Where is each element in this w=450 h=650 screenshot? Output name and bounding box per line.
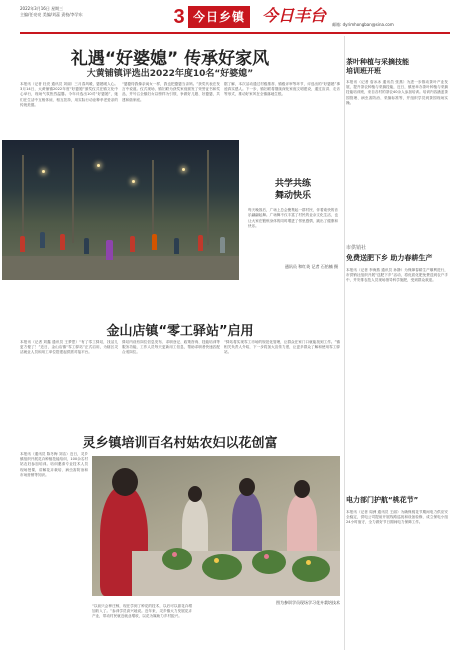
issue-date: 2022年3月16日 星期三	[20, 6, 64, 11]
flower	[306, 560, 311, 565]
potted-plant	[252, 550, 286, 574]
potted-plant	[292, 556, 330, 582]
photo-credit: 通讯员 和红英 记者 石怡楠 摄	[284, 264, 338, 269]
dancer	[40, 232, 45, 248]
page-header	[0, 0, 450, 34]
right-article1-body: 本报讯（记者 詹冰冰 通讯员 张燕）为进一步推动茶叶产业发展，提升茶农种植与采摘技能，近日，镇里举办茶叶种植与采摘技能培训班，来自各村的茶农40余人参加培训。培训内容涵盖茶园管理、病虫害防治、采摘标准等，并组织学员到茶园现场实操。	[346, 80, 448, 105]
potted-plant	[162, 548, 192, 570]
right-article1-title-line1: 茶叶种植与采摘技能	[346, 58, 409, 66]
flower	[264, 554, 269, 559]
street-light	[42, 170, 45, 173]
right-article1-title-line2: 培训班开班	[346, 67, 381, 75]
page-number: 3	[173, 6, 185, 28]
article2-body-col2: 驿站内设有岗位信息发布、求职登记、政策咨询、技能培训等服务功能，工作人员每天更新用工信息，帮助求职者快速匹配合适岗位。	[122, 340, 220, 355]
editor-credits: 主编/任亮亮 美编/刘蕊 责校/李学东	[20, 12, 83, 17]
square-dance-photo	[2, 140, 239, 280]
tree-trunk	[207, 150, 209, 245]
potted-plant	[202, 554, 242, 580]
article2-body-col3: “驿站将实现零工市场的规范化管理，让群众在家门口就能找到工作。”镇相关负责人介绍，下一步将加大宣传力度，让更多群众了解和使用零工驿站。	[224, 340, 340, 355]
flower-training-photo	[92, 456, 340, 596]
trainee-head	[188, 486, 202, 502]
tree-trunk	[152, 160, 154, 245]
dancer	[60, 234, 65, 250]
street-light	[182, 168, 185, 171]
article3-photo-caption: 图为参训学员现场学习花卉栽培技术	[276, 600, 340, 605]
right-article2-tag: 市供销社	[346, 245, 367, 251]
issue-info	[20, 6, 170, 18]
dancer	[106, 240, 113, 260]
dancer	[198, 235, 203, 251]
dancer	[174, 238, 179, 254]
dancer	[152, 234, 157, 250]
photo-caption-title	[248, 178, 338, 202]
photo-caption-text: 每天晚饭后，广场上总会聚集起一群村民，伴着欢快的音乐翩翩起舞。广场舞不仅丰富了村民的业余文化生活，也让大家在锻炼身体的同时增进了邻里感情，跳出了健康和快乐。	[248, 208, 338, 229]
tree-trunk	[72, 148, 74, 243]
flower	[214, 558, 219, 563]
street-light	[97, 164, 100, 167]
article1-body-col2: “婆婆待我像亲闺女一样，我也把婆婆当亲妈。”获奖代表在发言中说道。仪式现场，镇妇联为获奖家庭颁发了荣誉证书和奖品，并号召全镇妇女以榜样为引领，争做好儿媳、好婆婆，共建和谐家庭。	[122, 82, 220, 102]
dancer	[130, 236, 135, 252]
right-article3-title: 电力部门护航“桃花节”	[346, 496, 419, 504]
street-light	[132, 180, 135, 183]
trainee-head	[294, 480, 310, 498]
right-article2-body: 本报讯（记者 李海燕 通讯员 孙静）为保障春耕生产顺利进行，市供销社组织开展“送肥下乡”活动，将优质化肥免费送到农户手中，并安排农技人员现场指导科学施肥，受到群众欢迎。	[346, 268, 448, 283]
trainee-figure	[232, 492, 262, 556]
right-article2-title: 免费送肥下乡 助力春耕生产	[346, 254, 433, 262]
trainee-head	[239, 478, 255, 496]
dancer	[20, 236, 25, 252]
article2-title: 金山店镇“零工驿站”启用	[106, 324, 254, 339]
article2-body-col1: 本报讯（记者 刘鑫 通讯员 王梦思）“有了零工驿站，找活儿更方便了！”近日，金山店镇“零工驿站”正式启用，为辖区灵活就业人员和用工单位搭建起供需对接平台。	[20, 340, 118, 355]
trainee-head	[112, 468, 138, 496]
caption-title-line2: 舞动快乐	[274, 191, 311, 201]
header-rule	[20, 32, 450, 34]
contact-email: 邮箱: dyrimhongban@sina.com	[332, 22, 394, 27]
article3-body-col1: 本报讯（通讯员 陈冬梅 刘洁）近日，灵乡镇组织开展花卉种植技能培训，100余名村姑农妇参加培训。培训邀请专业技术人员现场授课，讲解花卉栽培、病虫害防治和市场营销等知识。	[20, 452, 88, 477]
right-article3-body: 本报讯（记者 周洲 通讯员 王丽）为确保桃花节期间电力供应安全稳定，供电公司提前开展线路巡视和设备检修，成立保电小组24小时值守，全力做好节日期间电力保障工作。	[346, 510, 448, 525]
article1-body-col3: 据了解，本次活动通过村级推荐、镇级评审等环节，评选出的“好婆媳”事迹真实感人。下一步，镇妇联将继续深化家庭文明建设，通过宣讲、走访等形式，推动好家风在全镇落地生根。	[224, 82, 340, 97]
article1-title: 礼遇“好婆媳” 传承好家风	[70, 49, 270, 69]
right-article1-title	[346, 58, 450, 76]
plaza-ground	[2, 256, 239, 280]
article3-title: 灵乡镇培训百名村姑农妇以花创富	[82, 436, 278, 451]
trainee-figure	[287, 494, 317, 556]
article1-subtitle: 大黄铺镇评选出2022年度10名“好婆媳”	[86, 69, 254, 79]
dancer	[84, 238, 89, 254]
dancer	[220, 237, 225, 253]
flower	[172, 552, 177, 557]
column-divider	[344, 36, 345, 650]
section-banner: 今日乡镇	[188, 6, 250, 28]
article1-body-col1: 本报讯（记者 杜亮 通讯员 刘丽）三月春风暖，婆媳暖人心。3月14日，大黄铺镇2022年度“好婆媳”颁奖仪式在镇文化中心举行，现场气氛热烈温馨。今年评选出10对“好婆媳”，她们在生活中互相体谅、相互扶持，用实际行动诠释孝老爱亲的传统美德。	[20, 82, 118, 107]
article3-body-col2: “以前只会种庄稼，现在学到了种花的技术，以后可以靠花卉增加收入了。”参训学员高兴地说。近年来，灵乡镇大力发展花卉产业，带动村民就近就业增收，以花为媒助力乡村振兴。	[92, 604, 192, 619]
caption-title-line1: 共学共练	[274, 179, 311, 189]
tree-trunk	[22, 155, 24, 245]
trainee-figure	[182, 498, 208, 558]
newspaper-logo: 今日丰台	[262, 6, 327, 25]
